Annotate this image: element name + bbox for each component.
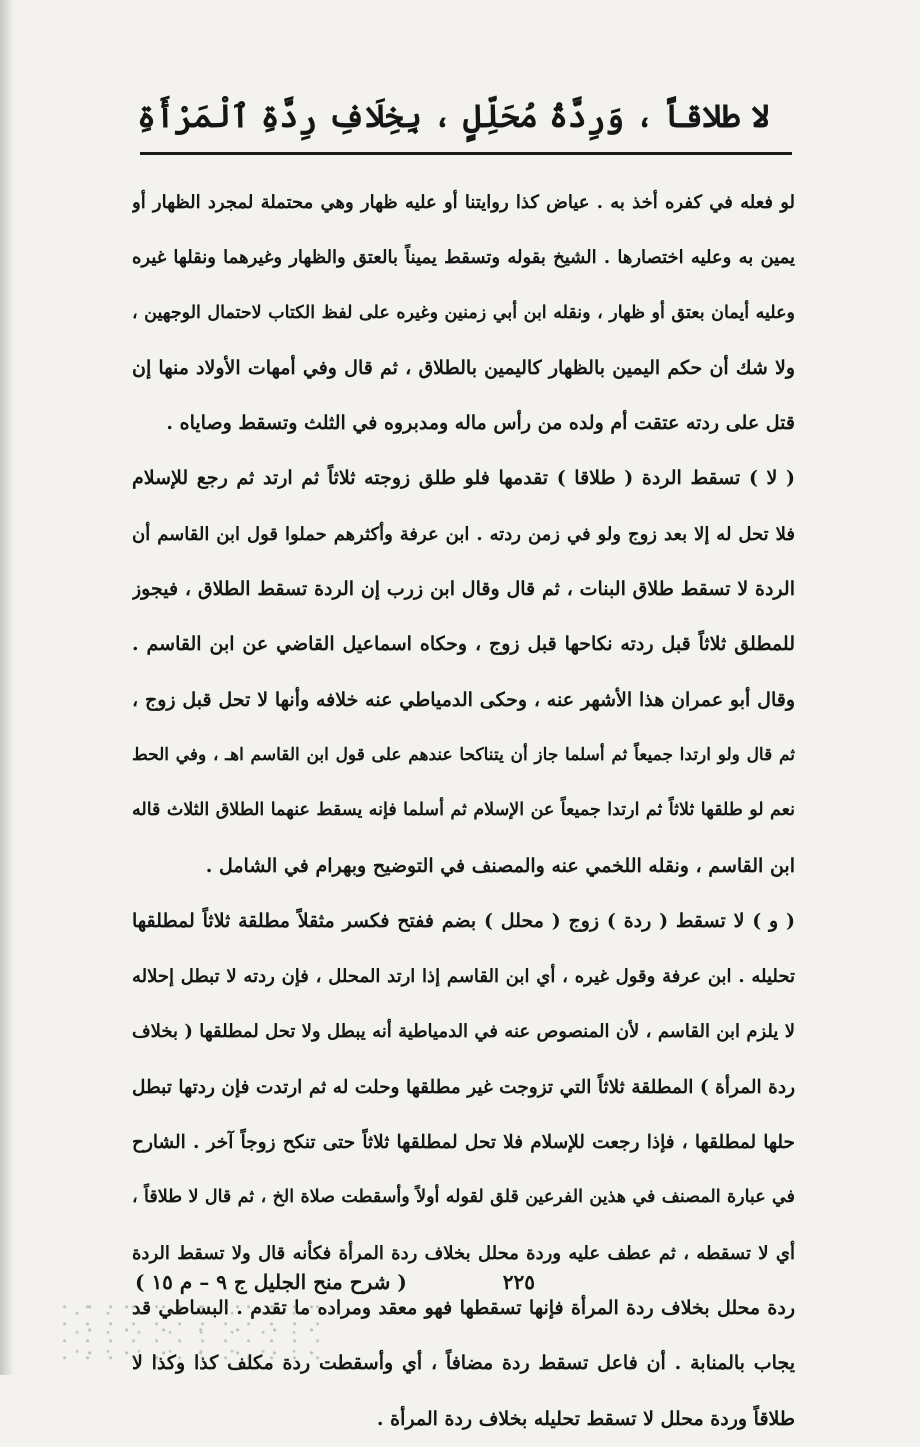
text-line: نعم لو طلقها ثلاثاً ثم ارتدا جميعاً عن الإسلام ثم أسلما فإنه يسقط عنهما الطلاق الثلاث قاله bbox=[132, 800, 795, 821]
body-text bbox=[132, 175, 795, 1447]
text-line: للمطلق ثلاثاً قبل ردته نكاحها قبل زوج ، وحكاه اسماعيل القاضي عن ابن القاسم . bbox=[132, 633, 795, 656]
text-line: لا يلزم ابن القاسم ، لأن المنصوص عنه في الدمياطية أنه يبطل ولا تحل لمطلقها ( بخلاف bbox=[132, 1021, 795, 1043]
text-line: أي لا تسقطه ، ثم عطف عليه وردة محلل بخلاف ردة المرأة فكأنه قال ولا تسقط الردة bbox=[132, 1242, 795, 1264]
text-line: وقال أبو عمران هذا الأشهر عنه ، وحكى الدمياطي عنه خلافه وأنها لا تحل قبل زوج ، bbox=[132, 688, 795, 711]
text-line: ابن القاسم ، ونقله اللخمي عنه والمصنف في التوضيح وبهرام في الشامل . bbox=[205, 854, 795, 877]
text-line: فلا تحل له إلا بعد زوج ولو في زمن ردته . ابن عرفة وأكثرهم حملوا قول ابن القاسم أن bbox=[132, 523, 795, 545]
page-header-title: لا طلاقاً ، وَرِدَّةُ مُحَلِّلٍ ، بِخِلَافِ رِدَّةِ ٱلْمَرْأَةِ bbox=[137, 97, 770, 135]
text-line: يمين به وعليه اختصارها . الشيخ بقوله وتسقط يميناً بالعتق والظهار وغيرهما ونقلها غيره bbox=[132, 247, 795, 269]
text-line: ولا شك أن حكم اليمين بالظهار كاليمين بالطلاق ، ثم قال وفي أمهات الأولاد منها إن bbox=[132, 356, 795, 379]
text-line: تحليله . ابن عرفة وقول غيره ، أي ابن القاسم إذا ارتد المحلل ، فإن ردته لا تبطل إحلاله bbox=[132, 966, 795, 988]
paragraph-3 bbox=[132, 894, 795, 1447]
book-reference: ( شرح منح الجليل ج ٩ – م ١٥ ) bbox=[135, 1270, 407, 1294]
text-line: حلها لمطلقها ، فإذا رجعت للإسلام فلا تحل لمطلقها ثلاثاً حتى تنكح زوجاً آخر . الشارح bbox=[132, 1132, 795, 1154]
page-number: ٢٢٥ bbox=[502, 1270, 535, 1294]
paragraph-2 bbox=[132, 451, 795, 893]
page-footer bbox=[135, 1262, 535, 1302]
text-line: ( لا ) تسقط الردة ( طلاقا ) تقدمها فلو طلق زوجته ثلاثاً ثم ارتد ثم رجع للإسلام bbox=[132, 467, 795, 490]
text-line: لو فعله في كفره أخذ به . عياض كذا روايتنا أو عليه ظهار وهي محتملة لمجرد الظهار أو bbox=[132, 192, 795, 213]
text-line: ثم قال ولو ارتدا جميعاً ثم أسلما جاز أن يتناكحا عندهم على قول ابن القاسم اهـ ، وفي الحط bbox=[132, 744, 795, 765]
text-line: يجاب بالمنابة . أن فاعل تسقط ردة مضافاً ، أي وأسقطت ردة مكلف كذا وكذا لا bbox=[132, 1352, 795, 1375]
scan-noise bbox=[60, 1300, 320, 1360]
text-line: في عبارة المصنف في هذين الفرعين قلق لقوله أولاً وأسقطت صلاة الخ ، ثم قال لا طلاقاً ، bbox=[132, 1187, 795, 1208]
text-line: ( و ) لا تسقط ( ردة ) زوج ( محلل ) بضم ففتح فكسر مثقلاً مطلقة ثلاثاً لمطلقها bbox=[132, 909, 795, 932]
page-edge-shadow bbox=[0, 0, 14, 1375]
text-line: وعليه أيمان بعتق أو ظهار ، ونقله ابن أبي زمنين وغيره على لفظ الكتاب لاحتمال الوجهين ، bbox=[132, 302, 795, 323]
text-line: الردة لا تسقط طلاق البنات ، ثم قال وقال ابن زرب إن الردة تسقط الطلاق ، فيجوز bbox=[132, 578, 795, 601]
text-line: ردة محلل بخلاف ردة المرأة فإنها تسقطها فهو معقد ومراده ما تقدم . البساطي قد bbox=[132, 1296, 795, 1319]
text-line: ردة المرأة ) المطلقة ثلاثاً التي تزوجت غير مطلقها وحلت له ثم ارتدت فإن ردتها تبطل bbox=[132, 1076, 795, 1098]
text-line: قتل على ردته عتقت أم ولده من رأس ماله ومدبروه في الثلث وتسقط وصاياه . bbox=[166, 412, 795, 435]
text-line: طلاقاً وردة محلل لا تسقط تحليله بخلاف ردة المرأة . bbox=[376, 1407, 795, 1430]
header-divider bbox=[140, 152, 792, 155]
paragraph-1 bbox=[132, 175, 795, 451]
